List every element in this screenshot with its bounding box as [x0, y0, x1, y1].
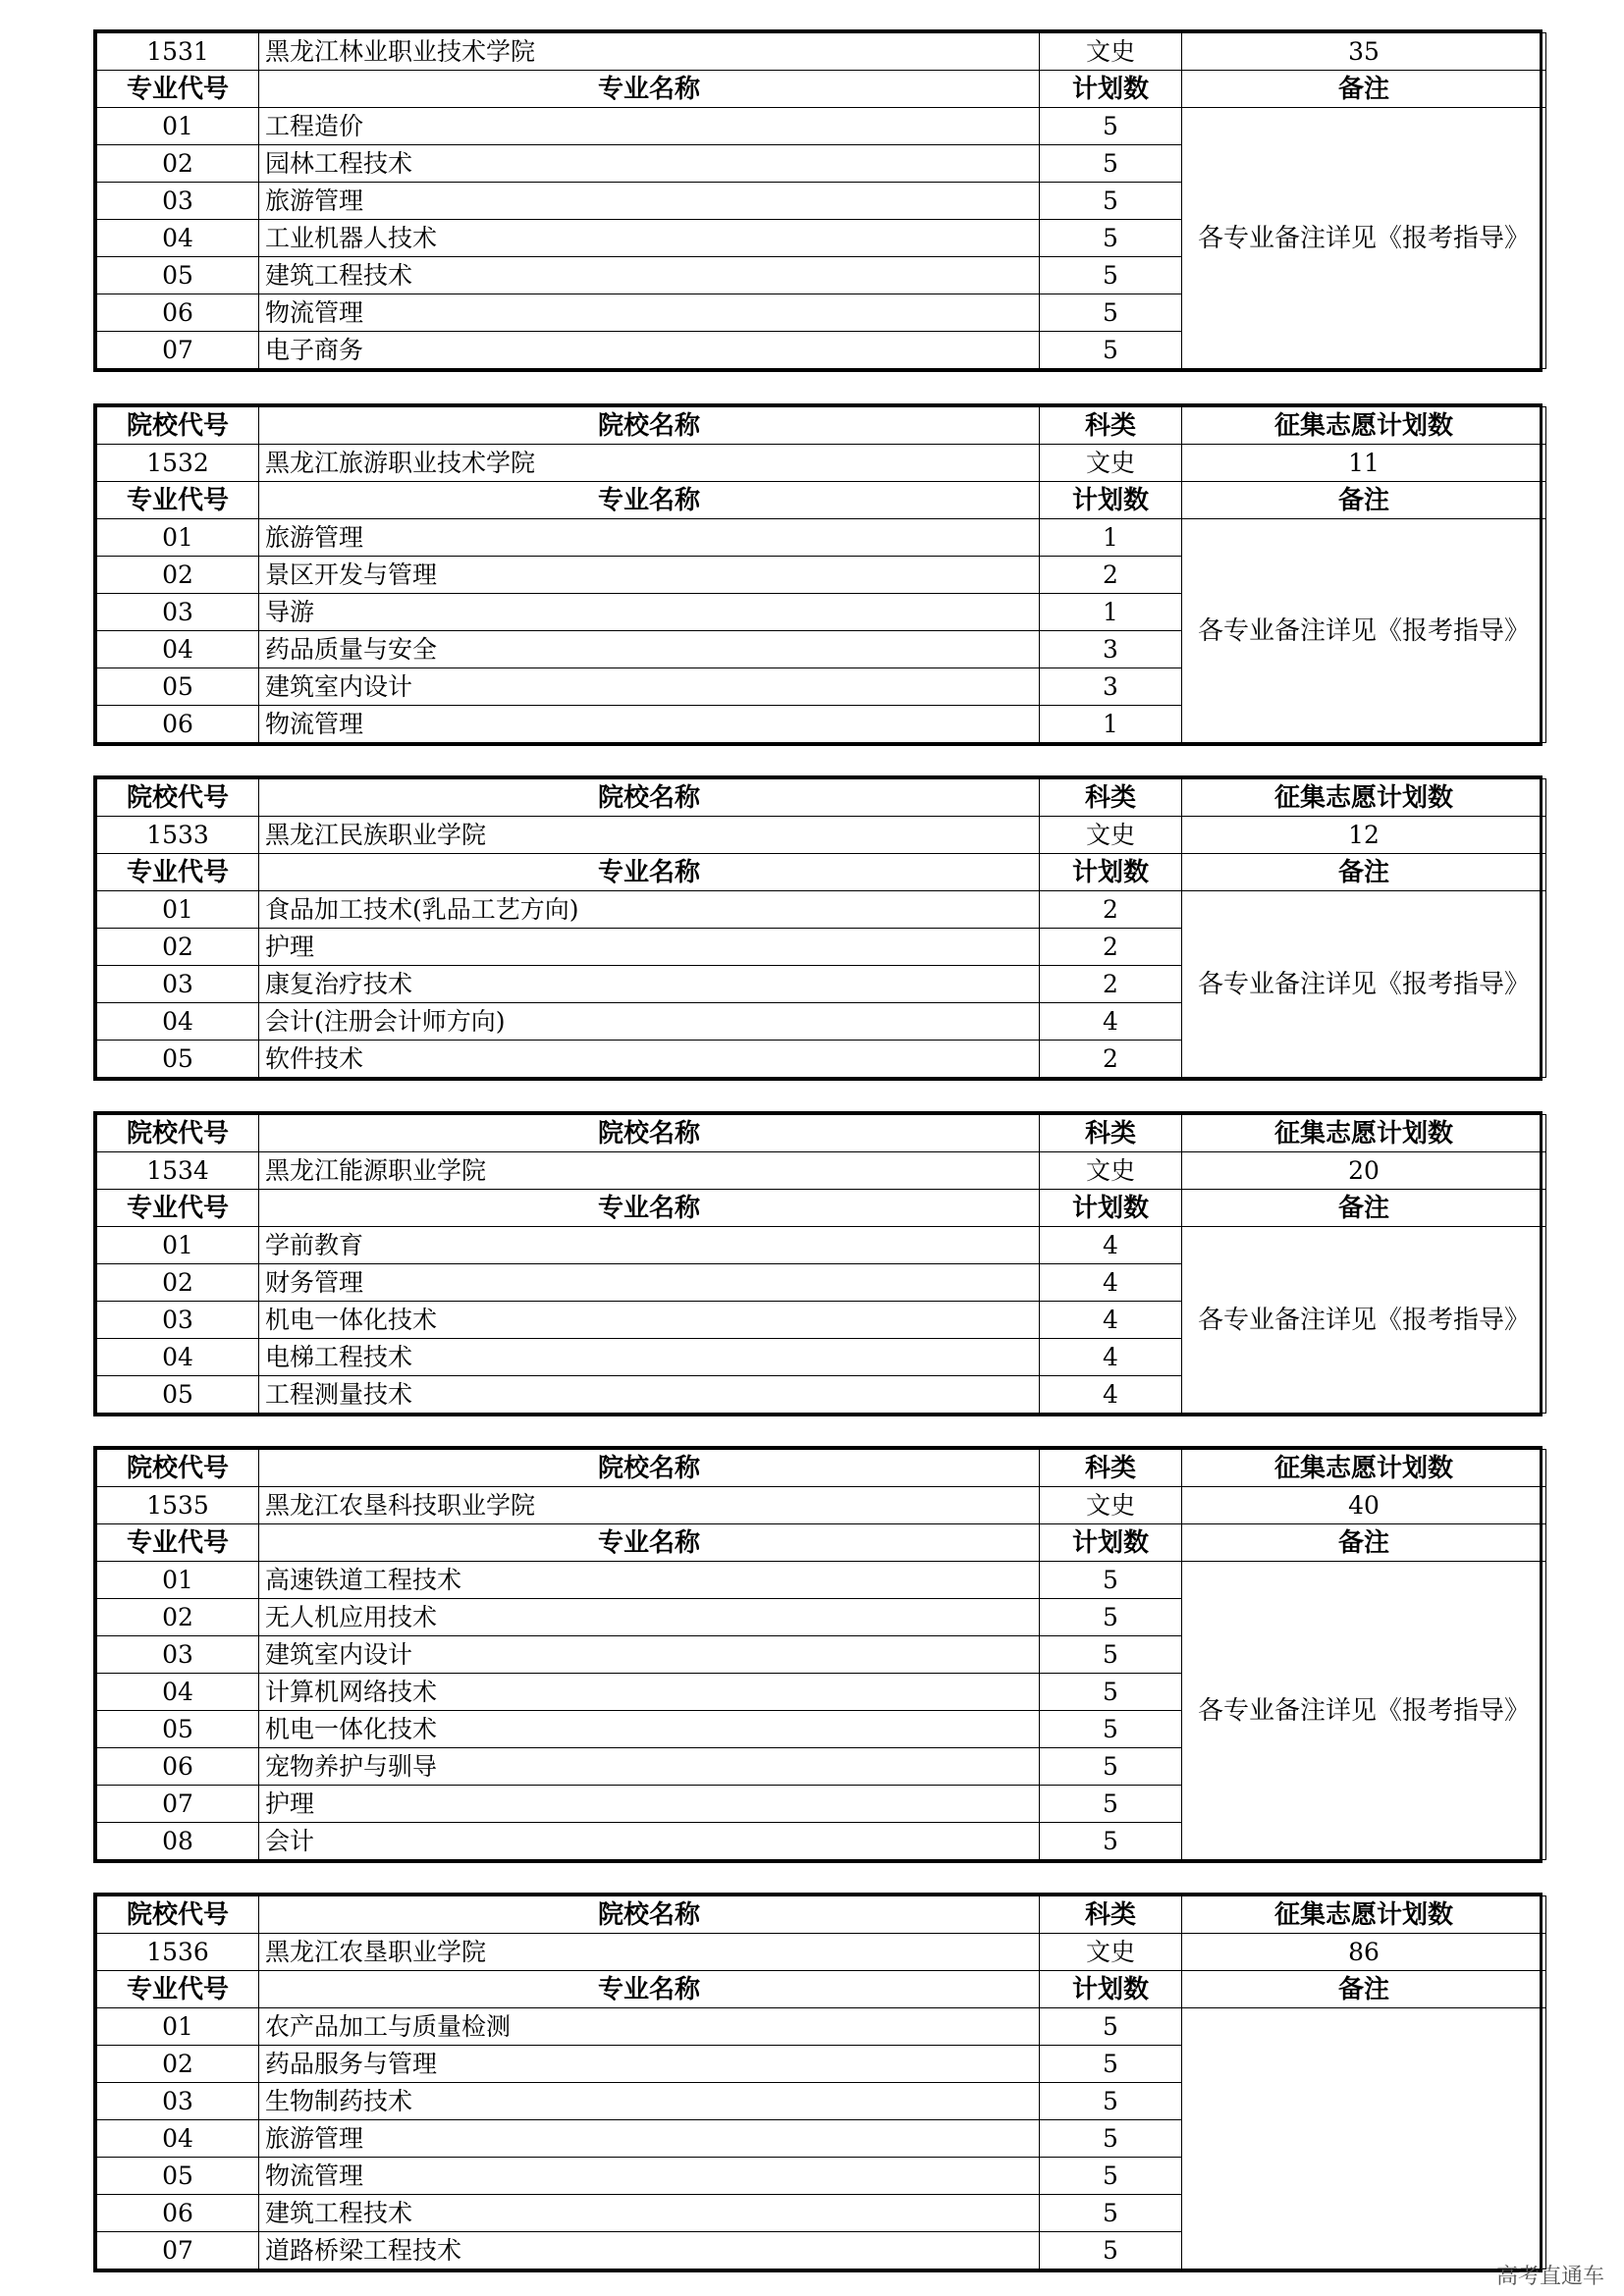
- major-code: 02: [97, 1264, 259, 1302]
- header-school-code: 院校代号: [97, 779, 259, 817]
- school-header-row: [97, 1115, 1546, 1152]
- remark-cell: 各专业备注详见《报考指导》: [1182, 891, 1546, 1078]
- major-name: 景区开发与管理: [259, 557, 1040, 594]
- major-name: 旅游管理: [259, 183, 1040, 220]
- major-code: 04: [97, 220, 259, 257]
- header-school-name: 院校名称: [259, 1896, 1040, 1934]
- major-name: 食品加工技术(乳品工艺方向): [259, 891, 1040, 929]
- major-code: 03: [97, 1636, 259, 1674]
- major-plan: 5: [1040, 1823, 1182, 1860]
- major-name: 旅游管理: [259, 519, 1040, 557]
- major-plan: 5: [1040, 145, 1182, 183]
- header-plan: 计划数: [1040, 1971, 1182, 2008]
- major-name: 会计: [259, 1823, 1040, 1860]
- header-plan-total: 征集志愿计划数: [1182, 407, 1546, 445]
- remark-cell: [1182, 2008, 1546, 2269]
- major-code: 04: [97, 2120, 259, 2158]
- major-plan: 5: [1040, 2158, 1182, 2195]
- header-category: 科类: [1040, 779, 1182, 817]
- major-plan: 5: [1040, 2046, 1182, 2083]
- header-major-code: 专业代号: [97, 482, 259, 519]
- major-plan: 5: [1040, 2195, 1182, 2232]
- header-remark: 备注: [1182, 854, 1546, 891]
- major-code: 05: [97, 1376, 259, 1414]
- school-info-row: [97, 33, 1546, 71]
- school-block: [93, 1111, 1543, 1416]
- major-plan: 1: [1040, 519, 1182, 557]
- major-code: 02: [97, 929, 259, 966]
- major-plan: 5: [1040, 2008, 1182, 2046]
- major-name: 农产品加工与质量检测: [259, 2008, 1040, 2046]
- major-plan: 5: [1040, 257, 1182, 294]
- major-name: 生物制药技术: [259, 2083, 1040, 2120]
- header-major-name: 专业名称: [259, 854, 1040, 891]
- major-code: 04: [97, 1339, 259, 1376]
- school-info-row: [97, 817, 1546, 854]
- major-code: 06: [97, 1748, 259, 1786]
- major-name: 工程测量技术: [259, 1376, 1040, 1414]
- header-major-code: 专业代号: [97, 1971, 259, 2008]
- school-category: 文史: [1040, 1934, 1182, 1971]
- school-block: [93, 775, 1543, 1081]
- major-name: 工业机器人技术: [259, 220, 1040, 257]
- major-name: 道路桥梁工程技术: [259, 2232, 1040, 2269]
- header-plan: 计划数: [1040, 482, 1182, 519]
- school-name: 黑龙江民族职业学院: [259, 817, 1040, 854]
- school-table: [96, 406, 1546, 743]
- school-info-row: [97, 1487, 1546, 1524]
- major-plan: 1: [1040, 594, 1182, 631]
- school-block: [93, 1893, 1543, 2272]
- major-header-row: [97, 1524, 1546, 1562]
- major-name: 电子商务: [259, 332, 1040, 369]
- school-category: 文史: [1040, 33, 1182, 71]
- header-major-name: 专业名称: [259, 71, 1040, 108]
- major-name: 物流管理: [259, 2158, 1040, 2195]
- header-plan-total: 征集志愿计划数: [1182, 1450, 1546, 1487]
- major-plan: 5: [1040, 1748, 1182, 1786]
- major-code: 05: [97, 2158, 259, 2195]
- major-code: 08: [97, 1823, 259, 1860]
- major-header-row: [97, 71, 1546, 108]
- major-name: 计算机网络技术: [259, 1674, 1040, 1711]
- major-plan: 5: [1040, 220, 1182, 257]
- school-name: 黑龙江农垦科技职业学院: [259, 1487, 1040, 1524]
- major-plan: 2: [1040, 1041, 1182, 1078]
- school-table: [96, 1114, 1546, 1414]
- school-block: [93, 403, 1543, 746]
- major-plan: 5: [1040, 332, 1182, 369]
- school-name: 黑龙江能源职业学院: [259, 1152, 1040, 1190]
- school-category: 文史: [1040, 817, 1182, 854]
- major-name: 导游: [259, 594, 1040, 631]
- header-plan-total: 征集志愿计划数: [1182, 1115, 1546, 1152]
- major-code: 01: [97, 108, 259, 145]
- major-code: 01: [97, 519, 259, 557]
- school-table: [96, 778, 1546, 1078]
- table-row: [97, 1227, 1546, 1264]
- major-code: 03: [97, 183, 259, 220]
- header-category: 科类: [1040, 1115, 1182, 1152]
- school-header-row: [97, 407, 1546, 445]
- major-code: 01: [97, 2008, 259, 2046]
- school-code: 1536: [97, 1934, 259, 1971]
- major-plan: 5: [1040, 1636, 1182, 1674]
- major-plan: 5: [1040, 2232, 1182, 2269]
- header-major-code: 专业代号: [97, 1190, 259, 1227]
- major-code: 07: [97, 2232, 259, 2269]
- major-plan: 4: [1040, 1264, 1182, 1302]
- header-major-code: 专业代号: [97, 854, 259, 891]
- major-name: 建筑工程技术: [259, 257, 1040, 294]
- major-name: 高速铁道工程技术: [259, 1562, 1040, 1599]
- major-code: 06: [97, 706, 259, 743]
- school-header-row: [97, 1450, 1546, 1487]
- remark-cell: 各专业备注详见《报考指导》: [1182, 1227, 1546, 1414]
- major-code: 06: [97, 2195, 259, 2232]
- remark-cell: 各专业备注详见《报考指导》: [1182, 1562, 1546, 1860]
- school-name: 黑龙江林业职业技术学院: [259, 33, 1040, 71]
- major-plan: 2: [1040, 929, 1182, 966]
- major-name: 护理: [259, 929, 1040, 966]
- major-plan: 5: [1040, 2083, 1182, 2120]
- header-school-code: 院校代号: [97, 1115, 259, 1152]
- header-school-name: 院校名称: [259, 1115, 1040, 1152]
- major-plan: 5: [1040, 108, 1182, 145]
- major-name: 旅游管理: [259, 2120, 1040, 2158]
- major-name: 无人机应用技术: [259, 1599, 1040, 1636]
- header-school-code: 院校代号: [97, 1896, 259, 1934]
- school-table: [96, 1449, 1546, 1860]
- major-code: 02: [97, 1599, 259, 1636]
- major-code: 04: [97, 1674, 259, 1711]
- school-category: 文史: [1040, 445, 1182, 482]
- table-row: [97, 108, 1546, 145]
- major-name: 机电一体化技术: [259, 1711, 1040, 1748]
- header-plan: 计划数: [1040, 854, 1182, 891]
- school-category: 文史: [1040, 1487, 1182, 1524]
- major-code: 06: [97, 294, 259, 332]
- header-remark: 备注: [1182, 1190, 1546, 1227]
- header-remark: 备注: [1182, 482, 1546, 519]
- major-plan: 5: [1040, 1599, 1182, 1636]
- major-code: 01: [97, 1562, 259, 1599]
- major-name: 建筑室内设计: [259, 1636, 1040, 1674]
- major-code: 02: [97, 2046, 259, 2083]
- remark-cell: 各专业备注详见《报考指导》: [1182, 108, 1546, 369]
- school-plan-total: 11: [1182, 445, 1546, 482]
- header-major-code: 专业代号: [97, 71, 259, 108]
- table-row: [97, 519, 1546, 557]
- major-name: 建筑室内设计: [259, 668, 1040, 706]
- school-plan-total: 86: [1182, 1934, 1546, 1971]
- major-code: 04: [97, 1003, 259, 1041]
- major-code: 05: [97, 1041, 259, 1078]
- table-row: [97, 2008, 1546, 2046]
- major-plan: 4: [1040, 1003, 1182, 1041]
- school-plan-total: 20: [1182, 1152, 1546, 1190]
- major-code: 01: [97, 1227, 259, 1264]
- major-header-row: [97, 1190, 1546, 1227]
- school-info-row: [97, 1934, 1546, 1971]
- major-code: 05: [97, 668, 259, 706]
- header-plan-total: 征集志愿计划数: [1182, 779, 1546, 817]
- major-plan: 2: [1040, 557, 1182, 594]
- major-name: 建筑工程技术: [259, 2195, 1040, 2232]
- major-plan: 5: [1040, 183, 1182, 220]
- major-plan: 4: [1040, 1376, 1182, 1414]
- major-plan: 5: [1040, 1786, 1182, 1823]
- major-name: 园林工程技术: [259, 145, 1040, 183]
- major-plan: 2: [1040, 966, 1182, 1003]
- header-major-name: 专业名称: [259, 1524, 1040, 1562]
- major-plan: 5: [1040, 1711, 1182, 1748]
- school-name: 黑龙江农垦职业学院: [259, 1934, 1040, 1971]
- school-code: 1533: [97, 817, 259, 854]
- school-name: 黑龙江旅游职业技术学院: [259, 445, 1040, 482]
- school-table: [96, 32, 1546, 369]
- header-remark: 备注: [1182, 71, 1546, 108]
- major-name: 康复治疗技术: [259, 966, 1040, 1003]
- school-code: 1531: [97, 33, 259, 71]
- header-school-name: 院校名称: [259, 407, 1040, 445]
- major-plan: 3: [1040, 668, 1182, 706]
- major-name: 工程造价: [259, 108, 1040, 145]
- major-plan: 5: [1040, 2120, 1182, 2158]
- major-code: 03: [97, 966, 259, 1003]
- major-name: 宠物养护与驯导: [259, 1748, 1040, 1786]
- major-code: 02: [97, 557, 259, 594]
- header-category: 科类: [1040, 1450, 1182, 1487]
- major-plan: 5: [1040, 1674, 1182, 1711]
- major-plan: 4: [1040, 1227, 1182, 1264]
- major-name: 机电一体化技术: [259, 1302, 1040, 1339]
- school-plan-total: 12: [1182, 817, 1546, 854]
- school-plan-total: 40: [1182, 1487, 1546, 1524]
- school-block: [93, 1446, 1543, 1863]
- school-info-row: [97, 1152, 1546, 1190]
- major-name: 药品质量与安全: [259, 631, 1040, 668]
- major-name: 电梯工程技术: [259, 1339, 1040, 1376]
- major-code: 02: [97, 145, 259, 183]
- major-code: 07: [97, 1786, 259, 1823]
- major-code: 07: [97, 332, 259, 369]
- header-school-name: 院校名称: [259, 1450, 1040, 1487]
- major-plan: 1: [1040, 706, 1182, 743]
- major-name: 软件技术: [259, 1041, 1040, 1078]
- header-plan: 计划数: [1040, 1190, 1182, 1227]
- table-row: [97, 891, 1546, 929]
- header-plan-total: 征集志愿计划数: [1182, 1896, 1546, 1934]
- header-category: 科类: [1040, 407, 1182, 445]
- school-code: 1532: [97, 445, 259, 482]
- header-plan: 计划数: [1040, 1524, 1182, 1562]
- header-major-name: 专业名称: [259, 1971, 1040, 2008]
- major-code: 03: [97, 2083, 259, 2120]
- major-plan: 5: [1040, 1562, 1182, 1599]
- major-header-row: [97, 854, 1546, 891]
- watermark-text: 高考直通车: [1495, 2265, 1604, 2289]
- school-table: [96, 1896, 1546, 2269]
- major-plan: 4: [1040, 1339, 1182, 1376]
- major-name: 会计(注册会计师方向): [259, 1003, 1040, 1041]
- major-name: 学前教育: [259, 1227, 1040, 1264]
- major-plan: 5: [1040, 294, 1182, 332]
- major-code: 04: [97, 631, 259, 668]
- major-code: 01: [97, 891, 259, 929]
- header-category: 科类: [1040, 1896, 1182, 1934]
- header-school-code: 院校代号: [97, 407, 259, 445]
- school-plan-total: 35: [1182, 33, 1546, 71]
- major-plan: 4: [1040, 1302, 1182, 1339]
- major-name: 物流管理: [259, 294, 1040, 332]
- remark-cell: 各专业备注详见《报考指导》: [1182, 519, 1546, 743]
- header-school-code: 院校代号: [97, 1450, 259, 1487]
- header-plan: 计划数: [1040, 71, 1182, 108]
- header-major-name: 专业名称: [259, 482, 1040, 519]
- school-header-row: [97, 1896, 1546, 1934]
- major-name: 财务管理: [259, 1264, 1040, 1302]
- major-code: 05: [97, 257, 259, 294]
- major-name: 药品服务与管理: [259, 2046, 1040, 2083]
- major-code: 03: [97, 594, 259, 631]
- school-code: 1534: [97, 1152, 259, 1190]
- header-remark: 备注: [1182, 1524, 1546, 1562]
- major-name: 物流管理: [259, 706, 1040, 743]
- major-header-row: [97, 482, 1546, 519]
- major-code: 03: [97, 1302, 259, 1339]
- header-school-name: 院校名称: [259, 779, 1040, 817]
- school-info-row: [97, 445, 1546, 482]
- school-block: [93, 29, 1543, 372]
- major-plan: 3: [1040, 631, 1182, 668]
- major-code: 05: [97, 1711, 259, 1748]
- school-header-row: [97, 779, 1546, 817]
- major-plan: 2: [1040, 891, 1182, 929]
- major-name: 护理: [259, 1786, 1040, 1823]
- major-header-row: [97, 1971, 1546, 2008]
- school-code: 1535: [97, 1487, 259, 1524]
- table-row: [97, 1562, 1546, 1599]
- header-major-code: 专业代号: [97, 1524, 259, 1562]
- header-major-name: 专业名称: [259, 1190, 1040, 1227]
- school-category: 文史: [1040, 1152, 1182, 1190]
- header-remark: 备注: [1182, 1971, 1546, 2008]
